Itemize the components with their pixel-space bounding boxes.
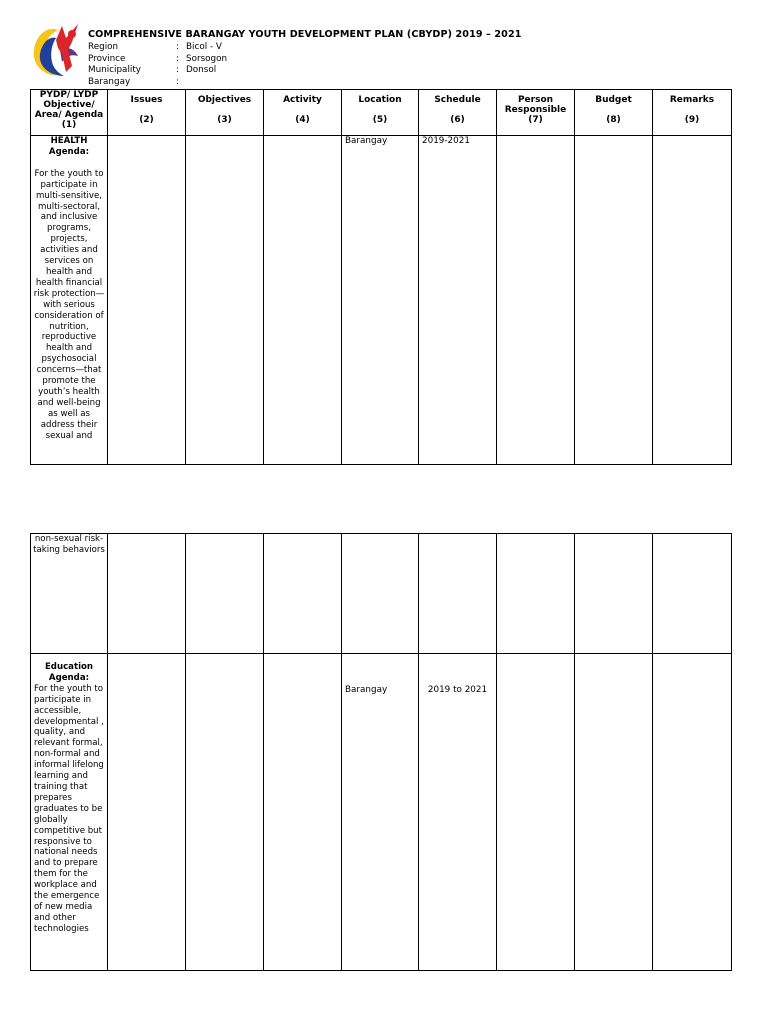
meta-label: Municipality <box>88 65 141 75</box>
table-header-row <box>31 90 732 136</box>
meta-value: Bicol - V <box>186 42 222 52</box>
education-objectives-cell <box>186 654 264 971</box>
plan-table-page1 <box>30 89 732 465</box>
health-budget-cell <box>575 136 653 465</box>
col-header-remarks: Remarks (9) <box>653 90 732 136</box>
page-title: COMPREHENSIVE BARANGAY YOUTH DEVELOPMENT PLAN (CBYDP) 2019 – 2021 <box>88 29 522 40</box>
location-meta <box>88 42 227 88</box>
col-header-objectives: Objectives (3) <box>186 90 264 136</box>
education-agenda-cell <box>31 654 108 971</box>
meta-province: Province : Sorsogon <box>88 53 228 64</box>
sk-logo <box>32 20 84 80</box>
col-header-schedule: Schedule (6) <box>419 90 497 136</box>
meta-label: Province <box>88 53 126 64</box>
plan-table-page2 <box>30 533 732 971</box>
health-schedule-cell: 2019-2021 <box>419 136 497 465</box>
education-budget-cell <box>575 654 653 971</box>
health-cont-agenda-cell <box>31 534 108 654</box>
col-header-budget: Budget (8) <box>575 90 653 136</box>
health-location-cell: Barangay <box>342 136 419 465</box>
col-header-activity: Activity (4) <box>264 90 342 136</box>
health-cont-text: non-sexual risk-taking behaviors <box>33 534 105 555</box>
health-issues-cell <box>108 136 186 465</box>
logo-red-head <box>68 30 76 38</box>
health-remarks-cell <box>653 136 732 465</box>
meta-region: Region : Bicol - V <box>88 42 222 52</box>
col-header-issues: Issues (2) <box>108 90 186 136</box>
table-row-education <box>31 654 732 971</box>
meta-barangay: Barangay : <box>88 76 179 87</box>
table-row-health-continued <box>31 534 732 654</box>
education-activity-cell <box>264 654 342 971</box>
col-header-location: Location (5) <box>342 90 419 136</box>
education-agenda-heading: Education Agenda: <box>44 662 94 683</box>
health-activity-cell <box>264 136 342 465</box>
education-person-cell <box>497 654 575 971</box>
col-header-agenda: PYDP/ LYDP Objective/ Area/ Agenda (1) <box>31 90 108 136</box>
health-agenda-heading: HEALTH Agenda: <box>48 136 90 157</box>
health-agenda-text: For the youth to participate in multi-sensitive, multi-sectoral, and inclusive programs, projects, activities and services on health and health financial risk protection—with serious consideration of nutrition, reproductive health and psychosocial concerns—that promote the youth’s health and well-being as well as address their sexual and <box>33 168 105 441</box>
meta-value: Sorsogon <box>186 53 228 64</box>
education-remarks-cell <box>653 654 732 971</box>
education-location-cell: Barangay <box>342 654 419 971</box>
col-header-person-responsible: Person Responsible (7) <box>497 90 575 136</box>
education-agenda-text: For the youth to participate in accessible, developmental , quality, and relevant formal, non-formal and informal lifelong learning and training that prepares graduates to be globally competitive but responsive to national needs and to prepare them for the workplace and the emergence of new media and other technologies <box>34 683 104 934</box>
meta-municipality: Municipality : Donsol <box>88 65 217 75</box>
health-objectives-cell <box>186 136 264 465</box>
meta-label: Barangay <box>88 76 131 87</box>
table-row-health <box>31 136 732 465</box>
health-person-cell <box>497 136 575 465</box>
meta-value: Donsol <box>186 65 217 75</box>
health-agenda-cell <box>31 136 108 465</box>
education-issues-cell <box>108 654 186 971</box>
meta-label: Region <box>88 42 119 52</box>
education-schedule-cell: 2019 to 2021 <box>419 654 497 971</box>
